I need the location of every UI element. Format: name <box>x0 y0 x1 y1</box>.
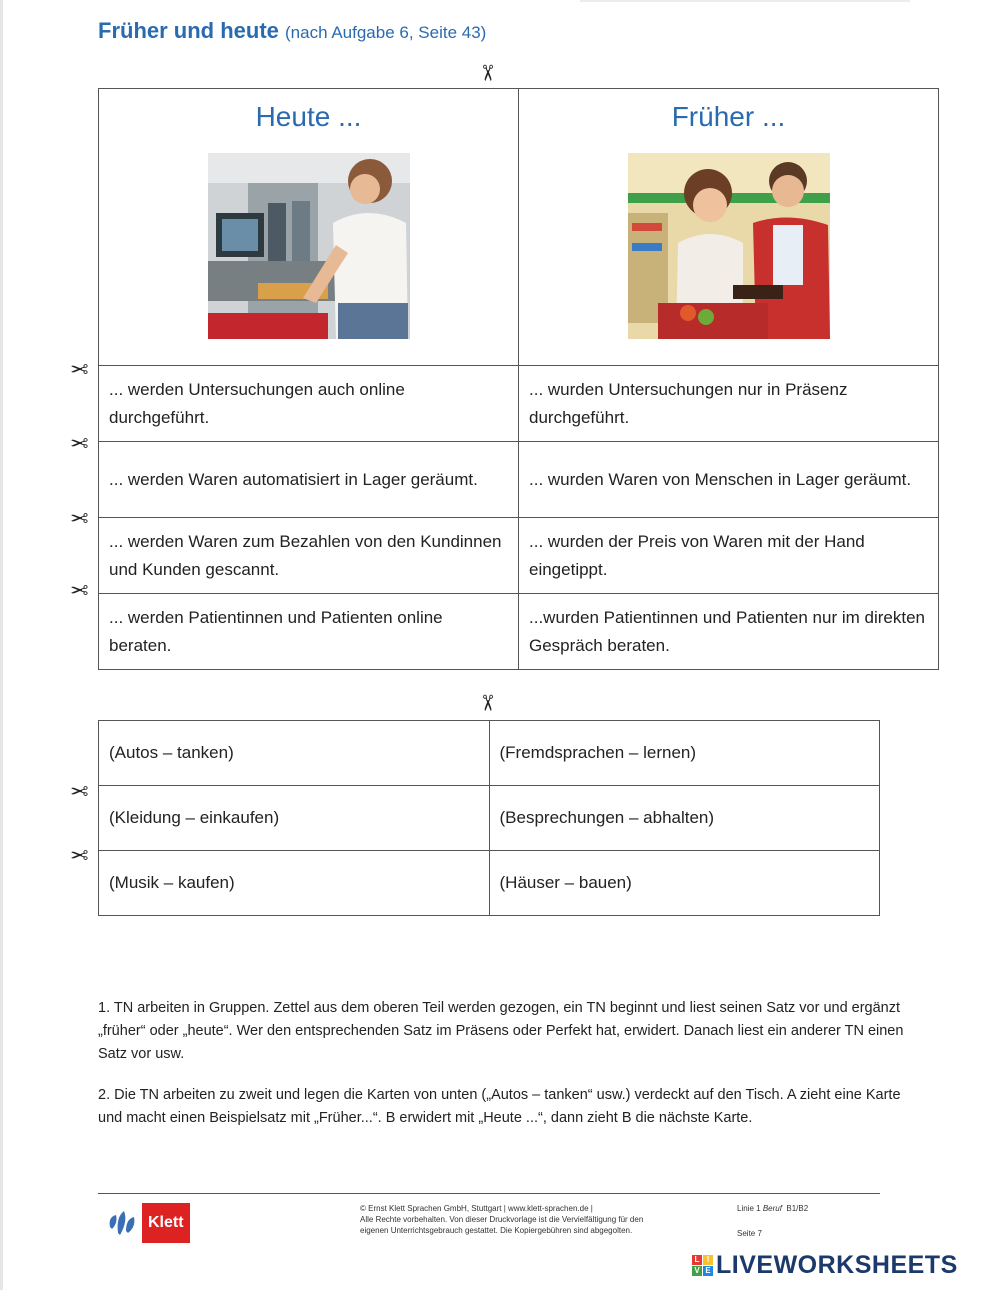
column-heute <box>99 89 519 366</box>
card-frueher[interactable]: ...wurden Patientinnen und Patienten nur im direkten Gespräch beraten. <box>519 594 939 670</box>
series-level: B1/B2 <box>786 1204 809 1213</box>
card-heute[interactable]: ... werden Waren zum Bezahlen von den Kundinnen und Kunden gescannt. <box>99 518 519 594</box>
table-row <box>99 366 939 442</box>
copyright-line: eigenen Unterrichtsgebrauch gestattet. Die Kopiergebühren sind abgegolten. <box>360 1226 633 1235</box>
klett-logo <box>104 1203 190 1243</box>
prompt-card[interactable]: (Fremdsprachen – lernen) <box>489 721 880 786</box>
table-row <box>99 851 880 916</box>
liveworksheets-watermark <box>692 1251 958 1280</box>
column-heading-heute: Heute ... <box>255 101 362 132</box>
klett-logo-text: Klett <box>142 1203 190 1243</box>
photo-self-checkout <box>208 153 410 339</box>
page-title <box>98 18 486 44</box>
watermark-letter: V <box>692 1266 702 1276</box>
table-row <box>99 594 939 670</box>
scissors-icon: ✂ <box>70 841 89 866</box>
watermark-letter: I <box>703 1255 713 1265</box>
scissors-icon: ✂ <box>70 777 89 802</box>
column-frueher <box>519 89 939 366</box>
table-row <box>99 721 880 786</box>
card-heute[interactable]: ... werden Patientinnen und Patienten online beraten. <box>99 594 519 670</box>
series-info <box>737 1204 808 1213</box>
prompt-card[interactable]: (Musik – kaufen) <box>99 851 490 916</box>
watermark-letter: L <box>692 1255 702 1265</box>
watermark-text: LIVEWORKSHEETS <box>716 1251 958 1279</box>
scissors-icon: ✂ <box>474 693 500 713</box>
instruction-1: 1. TN arbeiten in Gruppen. Zettel aus dem oberen Teil werden gezogen, ein TN beginnt und liest seinen Satz vor und ergänzt „früher“ oder „heute“. Wer den entsprechenden Satz im Präsens oder Perfekt hat, erwidert. Danach liest ein anderer TN einen Satz vor usw. <box>98 1000 904 1062</box>
scissors-icon: ✂ <box>474 63 500 83</box>
title-main: Früher und heute <box>98 18 279 43</box>
liveworksheets-logo-icon <box>692 1255 713 1276</box>
photo-shop-assistant <box>628 153 830 339</box>
footer-divider <box>98 1193 880 1194</box>
prompt-card[interactable]: (Häuser – bauen) <box>489 851 880 916</box>
scissors-icon: ✂ <box>70 504 89 529</box>
copyright-line: © Ernst Klett Sprachen GmbH, Stuttgart | www.klett-sprachen.de | <box>360 1204 593 1213</box>
card-frueher[interactable]: ... wurden Untersuchungen nur in Präsenz durchgeführt. <box>519 366 939 442</box>
prompt-card-table <box>98 720 880 916</box>
page-number: Seite 7 <box>737 1229 762 1238</box>
scissors-icon: ✂ <box>70 429 89 454</box>
copyright-notice <box>360 1203 710 1236</box>
page-top-edge <box>580 0 910 2</box>
card-frueher[interactable]: ... wurden der Preis von Waren mit der Hand eingetippt. <box>519 518 939 594</box>
series-name: Linie 1 <box>737 1204 761 1213</box>
card-heute[interactable]: ... werden Untersuchungen auch online durchgeführt. <box>99 366 519 442</box>
table-row <box>99 786 880 851</box>
klett-leaf-icon <box>104 1203 140 1243</box>
table-row <box>99 518 939 594</box>
title-subtitle: (nach Aufgabe 6, Seite 43) <box>285 23 487 42</box>
copyright-line: Alle Rechte vorbehalten. Von dieser Druckvorlage ist die Vervielfältigung für den <box>360 1215 644 1224</box>
watermark-letter: E <box>703 1266 713 1276</box>
sentence-card-table <box>98 88 939 670</box>
scissors-icon: ✂ <box>70 355 89 380</box>
prompt-card[interactable]: (Besprechungen – abhalten) <box>489 786 880 851</box>
series-variant: Beruf <box>762 1204 782 1213</box>
prompt-card[interactable]: (Autos – tanken) <box>99 721 490 786</box>
card-frueher[interactable]: ... wurden Waren von Menschen in Lager geräumt. <box>519 442 939 518</box>
prompt-card[interactable]: (Kleidung – einkaufen) <box>99 786 490 851</box>
scissors-icon: ✂ <box>70 576 89 601</box>
page-left-edge <box>0 0 3 1290</box>
column-heading-frueher: Früher ... <box>671 101 786 132</box>
instruction-2: 2. Die TN arbeiten zu zweit und legen die Karten von unten („Autos – tanken“ usw.) verdeckt auf den Tisch. A zieht eine Karte und macht einen Beispielsatz mit „Früher...“. B erwidert mit „Heute ...“, dann zieht B die nächste Karte. <box>98 1087 901 1126</box>
table-row <box>99 442 939 518</box>
card-heute[interactable]: ... werden Waren automatisiert in Lager geräumt. <box>99 442 519 518</box>
